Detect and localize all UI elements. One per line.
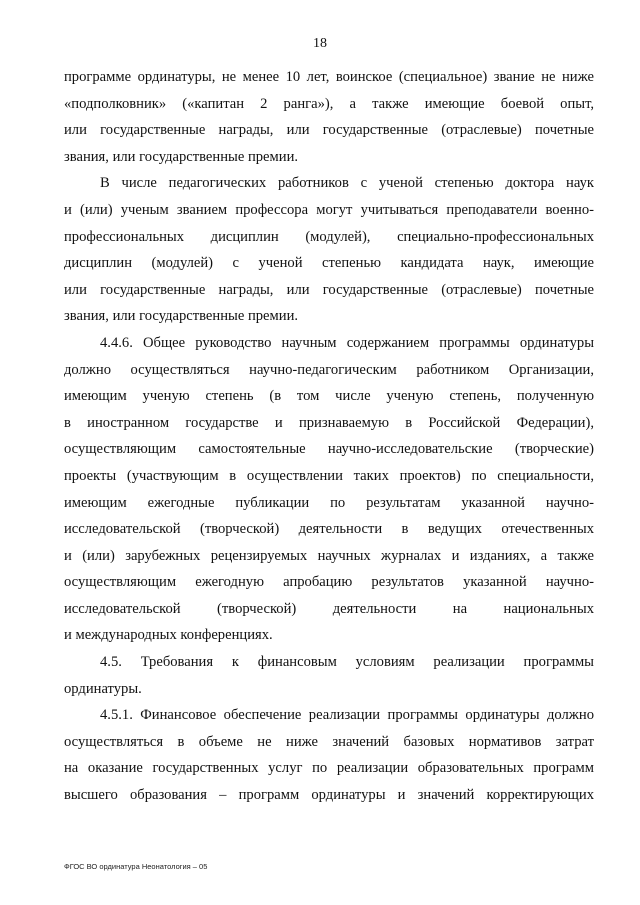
text-line: дисциплин (модулей) с ученой степенью кандидата наук, имеющие — [64, 255, 594, 272]
text-line: «подполковник» («капитан 2 ранга»), а также имеющие боевой опыт, — [64, 95, 594, 112]
text-line: звания, или государственные премии. — [64, 308, 299, 325]
text-line: осуществляющим ежегодную апробацию результатов указанной научно- — [64, 574, 594, 591]
text-line: ординатуры. — [64, 680, 142, 697]
document-body — [64, 64, 594, 809]
text-line: исследовательской (творческой) деятельности в ведущих отечественных — [64, 521, 594, 538]
text-line: 4.5.1. Финансовое обеспечение реализации программы ординатуры должно — [100, 707, 594, 724]
text-line: или государственные награды, или государственные (отраслевые) почетные — [64, 122, 594, 139]
text-line: В числе педагогических работников с ученой степенью доктора наук — [100, 175, 594, 192]
text-line: должно осуществляться научно-педагогическим работником Организации, — [64, 361, 594, 378]
text-line: звания, или государственные премии. — [64, 148, 299, 165]
text-line: и (или) ученым званием профессора могут учитываться преподаватели военно- — [64, 201, 594, 218]
document-footer: ФГОС ВО ординатура Неонатология – 05 — [64, 862, 208, 871]
text-line: профессиональных дисциплин (модулей), специально-профессиональных — [64, 228, 594, 245]
text-line: или государственные награды, или государственные (отраслевые) почетные — [64, 281, 594, 298]
text-line: и международных конференциях. — [64, 627, 273, 644]
text-line: имеющим ежегодные публикации по результатам указанной научно- — [64, 494, 594, 511]
text-line: на оказание государственных услуг по реализации образовательных программ — [64, 760, 594, 777]
text-line: имеющим ученую степень (в том числе ученую степень, полученную — [64, 388, 594, 405]
text-line: осуществляться в объеме не ниже значений базовых нормативов затрат — [64, 733, 594, 750]
text-line: 4.4.6. Общее руководство научным содержанием программы ординатуры — [100, 334, 594, 351]
text-line: в иностранном государстве и признаваемую в Российской Федерации), — [64, 414, 594, 431]
text-line: осуществляющим самостоятельные научно-исследовательские (творческие) — [64, 441, 594, 458]
text-line: проекты (участвующим в осуществлении таких проектов) по специальности, — [64, 467, 594, 484]
page-number: 18 — [313, 36, 327, 51]
text-line: высшего образования – программ ординатуры и значений корректирующих — [64, 787, 594, 804]
text-line: и (или) зарубежных рецензируемых научных журналах и изданиях, а также — [64, 547, 594, 564]
text-line: исследовательской (творческой) деятельности на национальных — [64, 600, 594, 617]
text-line: программе ординатуры, не менее 10 лет, воинское (специальное) звание не ниже — [64, 69, 594, 85]
text-line: 4.5. Требования к финансовым условиям реализации программы — [100, 654, 594, 671]
